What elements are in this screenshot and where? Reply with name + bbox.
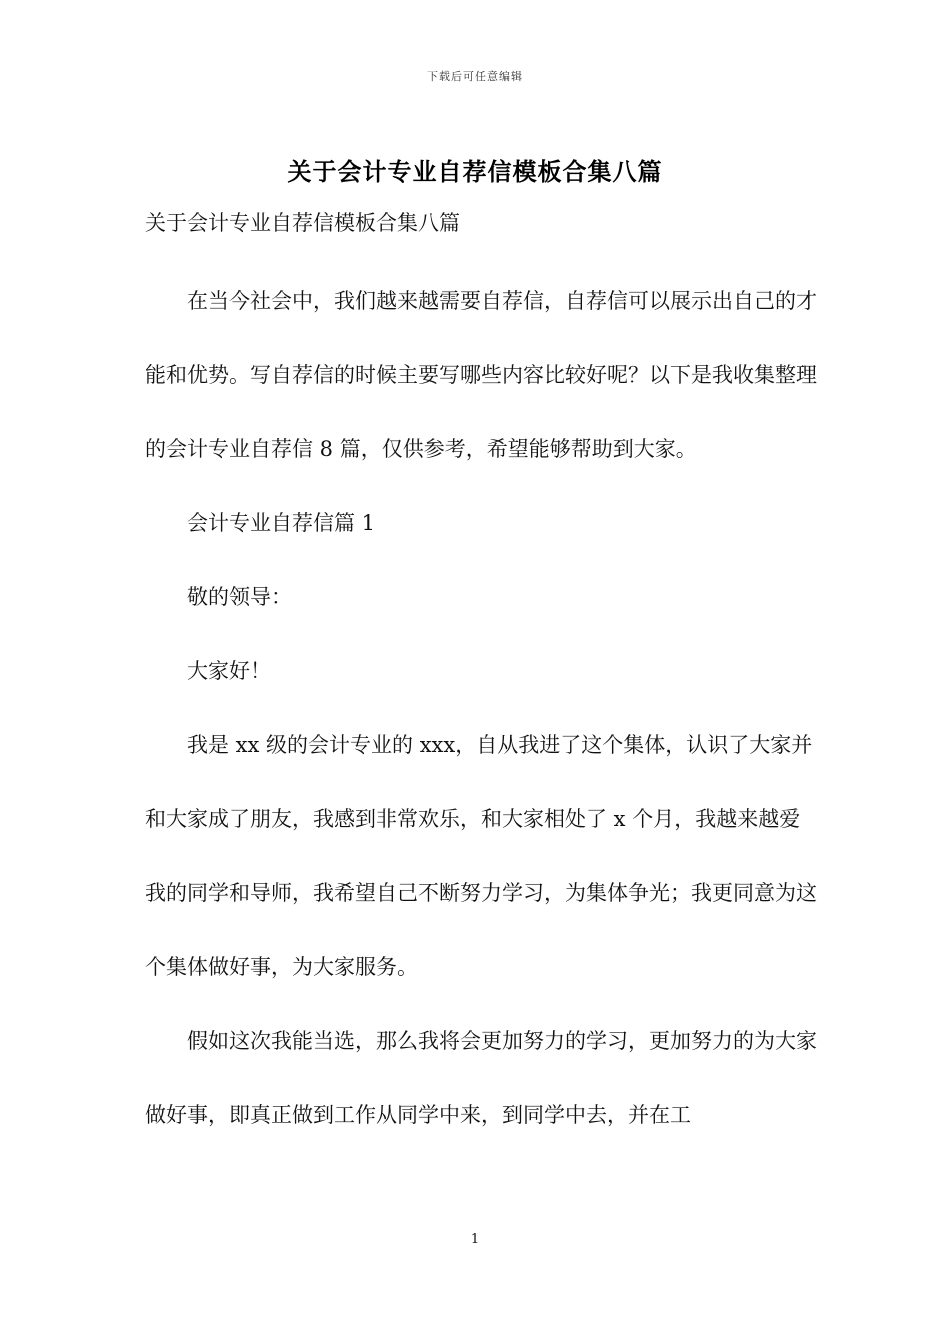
document-body xyxy=(145,264,817,1152)
greeting: 大家好！ xyxy=(187,659,271,683)
salutation: 敬的领导： xyxy=(187,585,292,609)
body-paragraph: 我是 xx 级的会计专业的 xxx，自从我进了这个集体，认识了大家并和大家成了朋友，我感到非常欢乐，和大家相处了 x 个月，我越来越爱我的同学和导师，我希望自己不断努力学习，为集体争光；我更同意为这个集体做好事，为大家服务。 xyxy=(145,733,817,979)
body-paragraph: 假如这次我能当选，那么我将会更加努力的学习，更加努力的为大家做好事，即真正做到工作从同学中来，到同学中去，并在工 xyxy=(145,1029,817,1127)
page-number: 1 xyxy=(470,1232,480,1247)
document-subtitle: 关于会计专业自荐信模板合集八篇 xyxy=(145,211,460,235)
section-heading: 会计专业自荐信篇 1 xyxy=(187,511,376,535)
intro-paragraph: 在当今社会中，我们越来越需要自荐信，自荐信可以展示出自己的才能和优势。写自荐信的时候主要写哪些内容比较好呢？以下是我收集整理的会计专业自荐信 8 篇，仅供参考，希望能够帮助到大家。 xyxy=(145,289,817,461)
header-note: 下载后可任意编辑 xyxy=(427,70,523,83)
document-title: 关于会计专业自荐信模板合集八篇 xyxy=(287,157,663,186)
